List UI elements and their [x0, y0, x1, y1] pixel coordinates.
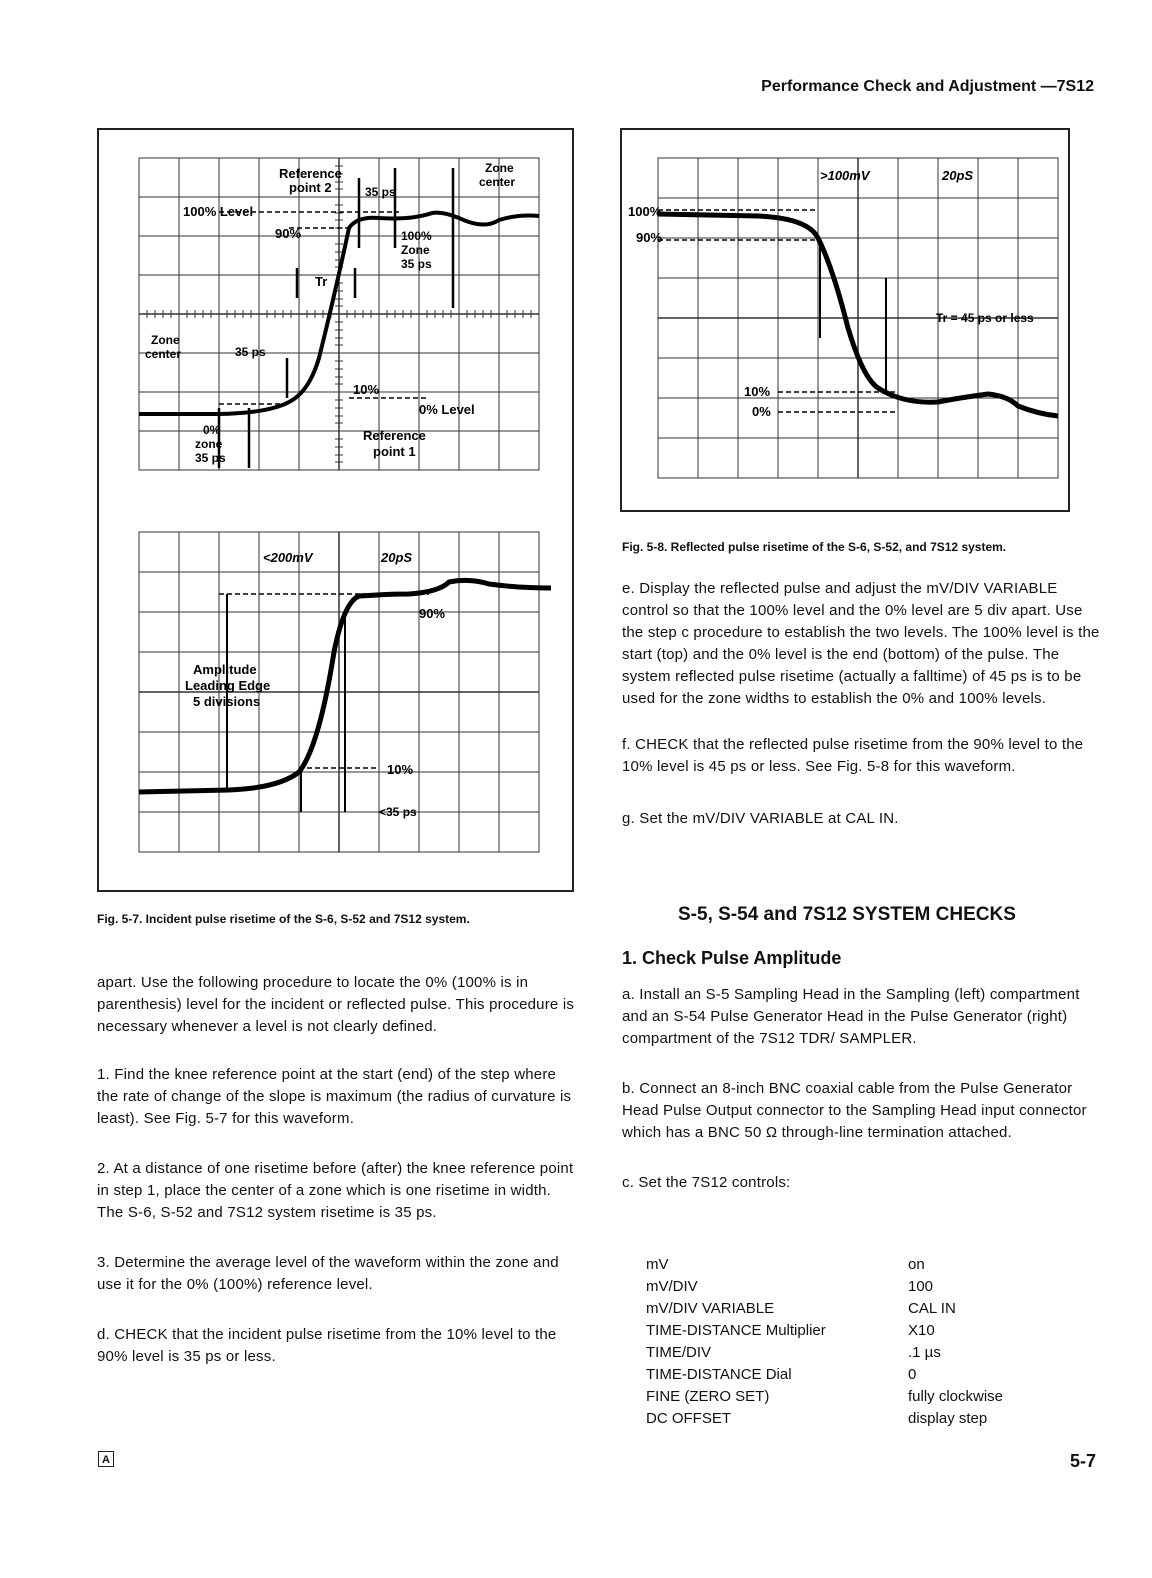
control-name: mV/DIV: [646, 1278, 698, 1295]
fig57-b-lt35: <35 ps: [379, 805, 417, 819]
fig58-mv: >100mV: [820, 168, 870, 183]
fig57-35ps-left: 35 ps: [235, 345, 266, 359]
fig57-level100: 100% Level: [183, 204, 254, 219]
fig57-ref1-1: Reference: [363, 428, 426, 443]
fig57-zone0-2: zone: [195, 437, 223, 451]
fig58-tr: Tr = 45 ps or less: [936, 311, 1034, 325]
fig57-ref1-2: point 1: [373, 444, 416, 459]
fig57-ref2-line1: Reference: [279, 166, 342, 181]
right-column-top: [622, 578, 1100, 854]
control-value: .1 µs: [908, 1344, 941, 1361]
control-value: CAL IN: [908, 1300, 956, 1317]
sub-title: 1. Check Pulse Amplitude: [622, 948, 842, 968]
step-2: 2. At a distance of one risetime before (after) the knee reference point in step 1, place the center of a zone which is one risetime in width. The S-6, S-52 and 7S12 system risetime is 35 ps.: [97, 1160, 574, 1221]
control-row: [646, 1256, 1003, 1278]
fig57-ref2-line2: point 2: [289, 180, 332, 195]
control-value: display step: [908, 1410, 988, 1427]
step-3: 3. Determine the average level of the waveform within the zone and use it for the 0% (100%) reference level.: [97, 1254, 559, 1293]
fig57-b-amp-3: 5 divisions: [193, 694, 261, 709]
step-a: a. Install an S-5 Sampling Head in the Sampling (left) compartment and an S-54 Pulse Generator Head in the Pulse Generator (right) compartment of the 7S12 TDR/ SAMPLER.: [622, 986, 1080, 1047]
fig57-level0: 0% Level: [419, 402, 475, 417]
right-column-bottom: [622, 984, 1100, 1218]
fig57-zone100-1: 100%: [401, 229, 432, 243]
fig57-zone-center-top-1: Zone: [485, 161, 514, 175]
fig-5-8-caption: Fig. 5-8. Reflected pulse risetime of the S-6, S-52, and 7S12 system.: [622, 540, 1007, 554]
control-row: [646, 1300, 1003, 1322]
control-value: fully clockwise: [908, 1388, 1004, 1405]
fig-5-7-bottom-graticule: [139, 532, 539, 852]
controls-table: [646, 1256, 1003, 1432]
fig57-zone-center-left-1: Zone: [151, 333, 180, 347]
page-number: 5-7: [1069, 1451, 1096, 1471]
fig57-b-mv: <200mV: [263, 550, 313, 565]
fig57-35ps-top: 35 ps: [365, 185, 396, 199]
control-value: on: [908, 1256, 925, 1273]
fig57-zone100-3: 35 ps: [401, 257, 432, 271]
control-name: mV: [646, 1256, 669, 1273]
control-row: [646, 1388, 1003, 1410]
fig57-pct10: 10%: [353, 382, 380, 397]
fig57-b-90: 90%: [419, 606, 446, 621]
fig57-tr: Tr: [315, 274, 328, 289]
step-d: d. CHECK that the incident pulse risetime from the 10% level to the 90% level is 35 ps or less.: [97, 1326, 557, 1365]
fig-5-7-top-graticule: [139, 158, 539, 470]
control-row: [646, 1410, 1003, 1432]
fig57-b-time: 20pS: [381, 550, 413, 565]
fig57-zone-center-top-2: center: [479, 175, 516, 189]
step-c: c. Set the 7S12 controls:: [622, 1174, 791, 1191]
control-row: [646, 1344, 1003, 1366]
fig57-pct90: 90%: [275, 226, 302, 241]
step-f: f. CHECK that the reflected pulse risetime from the 90% level to the 10% level is 45 ps or less. See Fig. 5-8 for this waveform.: [622, 736, 1084, 775]
fig57-b-amp-2: Leading Edge: [185, 678, 271, 693]
control-name: mV/DIV VARIABLE: [646, 1300, 775, 1317]
fig-5-8-frame: [620, 128, 1070, 512]
fig-5-8-graticule: [628, 158, 1058, 478]
fig58-100: 100%: [628, 204, 662, 219]
fig57-zone100-2: Zone: [401, 243, 430, 257]
control-name: DC OFFSET: [646, 1410, 731, 1427]
control-name: TIME/DIV: [646, 1344, 712, 1361]
section-title: S-5, S-54 and 7S12 SYSTEM CHECKS: [678, 904, 1016, 925]
step-b: b. Connect an 8-inch BNC coaxial cable from the Pulse Generator Head Pulse Output connector to the Sampling Head input connector which has a BNC 50 Ω through-line termination attached.: [622, 1080, 1087, 1141]
fig57-zone0-1: 0%: [203, 423, 221, 437]
fig58-time: 20pS: [942, 168, 974, 183]
fig57-b-amp-1: Amplitude: [193, 662, 257, 677]
step-g: g. Set the mV/DIV VARIABLE at CAL IN.: [622, 810, 899, 827]
control-row: [646, 1322, 1003, 1344]
step-1: 1. Find the knee reference point at the start (end) of the step where the rate of change of the slope is maximum (the radius of curvature is least). See Fig. 5-7 for this waveform.: [97, 1066, 572, 1127]
fig-5-7-caption: Fig. 5-7. Incident pulse risetime of the S-6, S-52 and 7S12 system.: [97, 912, 470, 926]
fig58-90: 90%: [636, 230, 663, 245]
left-column: [97, 972, 575, 1392]
fig57-b-10: 10%: [387, 762, 414, 777]
fig58-10: 10%: [744, 384, 771, 399]
control-value: X10: [908, 1322, 935, 1339]
control-row: [646, 1278, 1003, 1300]
control-name: TIME-DISTANCE Dial: [646, 1366, 792, 1383]
control-value: 100: [908, 1278, 934, 1295]
fig-5-7-frame: [97, 128, 574, 892]
fig57-zone-center-left-2: center: [145, 347, 182, 361]
tektronix-logo-icon: A: [98, 1451, 114, 1467]
control-row: [646, 1366, 1003, 1388]
control-name: FINE (ZERO SET): [646, 1388, 770, 1405]
intro-paragraph: apart. Use the following procedure to locate the 0% (100% is in parenthesis) level for the incident or reflected pulse. This procedure is necessary whenever a level is not clearly defined.: [97, 974, 575, 1035]
control-name: TIME-DISTANCE Multiplier: [646, 1322, 826, 1339]
fig57-zone0-3: 35 ps: [195, 451, 226, 465]
fig58-0: 0%: [752, 404, 771, 419]
page-header: Performance Check and Adjustment —7S12: [761, 78, 1094, 95]
step-e: e. Display the reflected pulse and adjust the mV/DIV VARIABLE control so that the 100% level and the 0% level are 5 div apart. Use the step c procedure to establish the two levels. The 100% level is the start (top) and the 0% level is the end (bottom) of the pulse. The system reflected pulse risetime (actually a falltime) of 45 ps is to be used for the zone widths to establish the 0% and 100% levels.: [622, 580, 1100, 707]
control-value: 0: [908, 1366, 917, 1383]
